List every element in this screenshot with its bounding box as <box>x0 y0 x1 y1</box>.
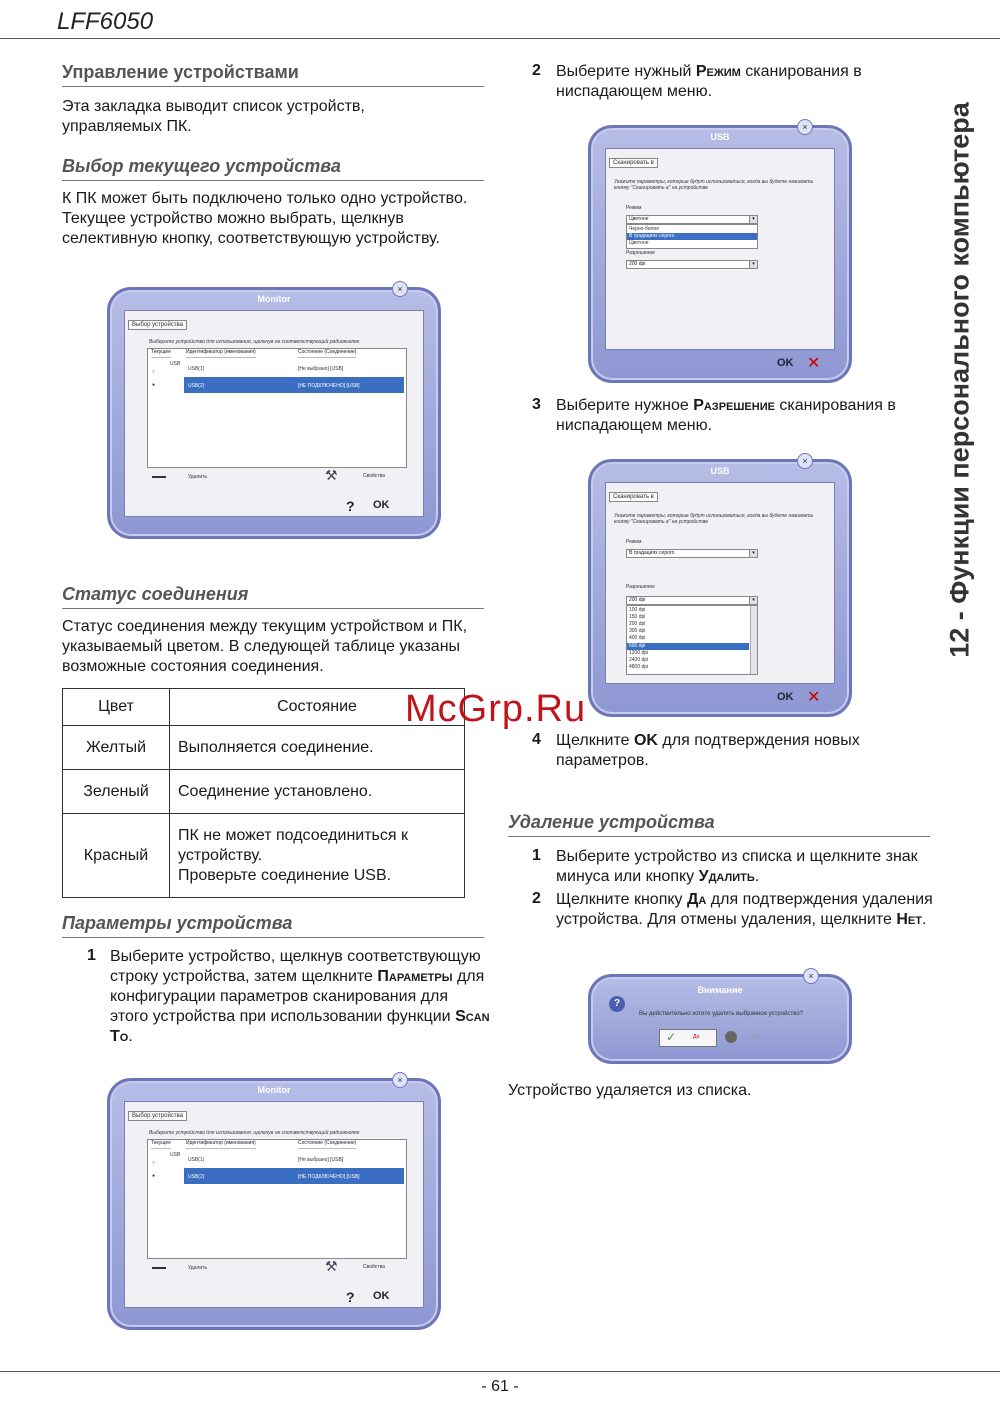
monitor-note: Выберите устройство для использования, щелкнув не соответствующий радиокнопке <box>149 339 360 345</box>
usb-label: USB <box>170 1152 181 1158</box>
chevron-down-icon: ▾ <box>749 550 757 557</box>
usb-note: Укажите параметры, которые будут использоваться, когда вы будете нажимать кнопку "Сканировать в" на устройстве <box>614 513 814 525</box>
tools-icon: ⚒ <box>325 467 338 483</box>
monitor-dialog-title: Monitor <box>257 1085 291 1095</box>
ok-label: OK <box>777 691 794 703</box>
column-current: Текущее <box>151 1140 171 1149</box>
row2-state: [НЕ ПОДКЛЮЧЕНО] [USB] <box>298 1174 360 1180</box>
final-text: Устройство удаляется из списка. <box>508 1082 752 1099</box>
mode-label: Режим <box>626 205 642 211</box>
usb-tab: Сканировать в <box>609 158 658 168</box>
device-list <box>147 1139 407 1259</box>
mode-option: Цветное <box>629 240 649 246</box>
section-title-select-device: Выбор текущего устройства <box>62 156 484 181</box>
step-number: 4 <box>532 731 541 748</box>
check-icon: ✓ <box>666 1030 677 1044</box>
scrollbar <box>750 606 757 674</box>
resolution-option: 2400 dpi <box>629 657 649 663</box>
no-label: Нет <box>751 1034 760 1040</box>
cell-state-red-line2: Проверьте соединение USB. <box>178 866 392 884</box>
row1-id: USB(1) <box>188 1157 205 1163</box>
section-title-connection-status: Статус соединения <box>62 584 484 609</box>
footer-divider <box>0 1371 1000 1372</box>
monitor-tab: Выбор устройства <box>128 320 187 330</box>
row1-state: [Не выбрано] [USB] <box>298 366 344 372</box>
radio-icon: ○ <box>152 369 156 375</box>
column-id: Идентификатор (именования) <box>186 349 256 358</box>
chevron-down-icon: ▾ <box>749 216 757 223</box>
table-row <box>63 814 465 898</box>
column-id: Идентификатор (именования) <box>186 1140 256 1149</box>
close-icon: × <box>797 453 813 469</box>
close-icon: × <box>803 968 819 984</box>
cell-color-green: Зеленый <box>63 770 170 814</box>
resolution-option: 1200 dpi <box>629 650 649 656</box>
resolution-select: 200 dpi ▾ <box>626 260 758 269</box>
close-icon: × <box>797 119 813 135</box>
resolution-dropdown-list <box>626 605 758 675</box>
monitor-dialog-title: Monitor <box>257 294 291 304</box>
step-text-ok: Щелкните OK для подтверждения новых параметров. <box>556 732 860 769</box>
row2-id: USB(2) <box>188 1174 205 1180</box>
chevron-down-icon: ▾ <box>749 261 757 268</box>
step-text-resolution: Выберите нужное Разрешение сканирования в ниспадающем меню. <box>556 397 896 434</box>
chapter-sidebar <box>930 60 990 700</box>
yes-button <box>659 1029 717 1047</box>
cell-color-yellow: Желтый <box>63 726 170 770</box>
usb-dialog-mode-screenshot <box>588 122 852 383</box>
cancel-icon: ✕ <box>807 689 821 706</box>
mode-select: В градациях серого ▾ <box>626 549 758 558</box>
monitor-dialog-screenshot <box>107 284 441 539</box>
chapter-title: 12 - Функции персонального компьютера <box>944 102 975 658</box>
delete-label: Удалить <box>188 1265 208 1271</box>
usb-dialog-title: USB <box>710 132 730 142</box>
chevron-down-icon: ▾ <box>749 597 757 604</box>
radio-selected-icon: ● <box>152 382 156 388</box>
usb-note: Укажите параметры, которые будут использоваться, когда вы будете нажимать кнопку "Сканировать в" на устройстве <box>614 179 814 191</box>
resolution-option: 100 dpi <box>629 607 646 613</box>
column-state: Состояние (Соединение) <box>298 349 356 358</box>
step-number: 2 <box>532 62 541 79</box>
row2-state: [НЕ ПОДКЛЮЧЕНО] [USB] <box>298 383 360 389</box>
usb-dialog-resolution-screenshot <box>588 456 852 717</box>
delete-label: Удалить <box>188 474 208 480</box>
header-color: Цвет <box>63 689 170 726</box>
minus-icon <box>152 1267 166 1269</box>
row1-id: USB(1) <box>188 366 205 372</box>
step-text-mode: Выберите нужный Режим сканирования в ниспадающем меню. <box>556 63 862 100</box>
usb-panel <box>605 148 835 350</box>
page-number: - 61 - <box>481 1378 519 1395</box>
section-text-device-management: Эта закладка выводит список устройств, управляемых ПК. <box>62 98 365 135</box>
mode-option: Черно-белое <box>629 226 660 232</box>
warning-title: Внимание <box>697 985 743 995</box>
ok-label: OK <box>373 1290 390 1302</box>
device-list <box>147 348 407 468</box>
column-state: Состояние (Соединение) <box>298 1140 356 1149</box>
table-row <box>63 770 465 814</box>
warning-text: Вы действительно хотите удалить выбранное устройство? <box>639 1011 804 1017</box>
step-number: 1 <box>87 947 96 964</box>
help-icon: ? <box>346 498 355 514</box>
cancel-icon: ✕ <box>807 355 821 372</box>
usb-dialog-title: USB <box>710 466 730 476</box>
usb-panel <box>605 482 835 684</box>
monitor-tab: Выбор устройства <box>128 1111 187 1121</box>
resolution-option: 150 dpi <box>629 614 646 620</box>
radio-selected-icon: ● <box>152 1173 156 1179</box>
help-icon: ? <box>346 1289 355 1305</box>
step-text-parameters: Выберите устройство, щелкнув соответствующую строку устройства, затем щелкните Параметры для конфигурации параметров сканирования для этого устройства при использовании функции Scan To. <box>110 948 490 1045</box>
mode-label: Режим <box>626 539 642 545</box>
mode-option: В градациях серого <box>629 233 675 239</box>
monitor-panel <box>124 1101 424 1308</box>
ok-label: OK <box>777 357 794 369</box>
step-text-delete-2: Щелкните кнопку Да для подтверждения удаления устройства. Для отмены удаления, щелкните Нет. <box>556 891 933 928</box>
usb-tab: Сканировать в <box>609 492 658 502</box>
document-model-title: LFF6050 <box>57 8 154 35</box>
question-icon: ? <box>609 996 625 1012</box>
selected-row <box>184 377 404 393</box>
usb-label: USB <box>170 361 181 367</box>
mode-dropdown-list <box>626 224 758 249</box>
resolution-option: 300 dpi <box>629 628 646 634</box>
selected-row <box>184 1168 404 1184</box>
row2-id: USB(2) <box>188 383 205 389</box>
resolution-option: 200 dpi <box>629 621 646 627</box>
tools-icon: ⚒ <box>325 1258 338 1274</box>
no-icon <box>725 1031 737 1043</box>
watermark-text: McGrp.Ru <box>405 688 587 730</box>
resolution-label: Разрешение <box>626 584 655 590</box>
section-text-select-device: К ПК может быть подключено только одно устройство. Текущее устройство можно выбрать, щелкнув селективную кнопку, соответствующую устройству. <box>62 190 468 247</box>
section-title-delete-device: Удаление устройства <box>508 812 930 837</box>
warning-dialog-screenshot <box>588 971 852 1064</box>
mode-select: Цветное ▾ <box>626 215 758 224</box>
step-number: 2 <box>532 890 541 907</box>
section-title-device-parameters: Параметры устройства <box>62 913 484 938</box>
monitor-note: Выберите устройство для использования, щелкнув не соответствующий радиокнопке <box>149 1130 360 1136</box>
table-row <box>63 726 465 770</box>
step-text-delete-1: Выберите устройство из списка и щелкните знак минуса или кнопку Удалить. <box>556 848 918 885</box>
ok-label: OK <box>373 499 390 511</box>
cell-state-yellow: Выполняется соединение. <box>170 726 465 770</box>
header-state: Состояние <box>170 689 465 726</box>
resolution-option: 4800 dpi <box>629 664 649 670</box>
resolution-option: 600 dpi <box>629 643 646 649</box>
resolution-option: 400 dpi <box>629 635 646 641</box>
step-number: 1 <box>532 847 541 864</box>
header-divider <box>0 38 1000 39</box>
cell-state-red-line1: ПК не может подсоединиться к устройству. <box>178 826 408 864</box>
monitor-dialog-screenshot-2 <box>107 1075 441 1330</box>
cell-state-green: Соединение установлено. <box>170 770 465 814</box>
section-text-connection-status: Статус соединения между текущим устройством и ПК, указываемый цветом. В следующей таблице указаны возможные состояния соединения. <box>62 618 468 675</box>
column-current: Текущее <box>151 349 171 358</box>
monitor-panel <box>124 310 424 517</box>
section-title-device-management: Управление устройствами <box>62 62 484 87</box>
close-icon: × <box>392 1072 408 1088</box>
resolution-label: Разрешение <box>626 250 655 256</box>
step-number: 3 <box>532 396 541 413</box>
resolution-select: 200 dpi ▾ <box>626 596 758 605</box>
cell-state-red <box>170 814 465 898</box>
properties-label: Свойства <box>363 1264 385 1270</box>
cell-color-red: Красный <box>63 814 170 898</box>
close-icon: × <box>392 281 408 297</box>
radio-icon: ○ <box>152 1160 156 1166</box>
properties-label: Свойства <box>363 473 385 479</box>
minus-icon <box>152 476 166 478</box>
yes-label: Да <box>693 1034 700 1040</box>
row1-state: [Не выбрано] [USB] <box>298 1157 344 1163</box>
